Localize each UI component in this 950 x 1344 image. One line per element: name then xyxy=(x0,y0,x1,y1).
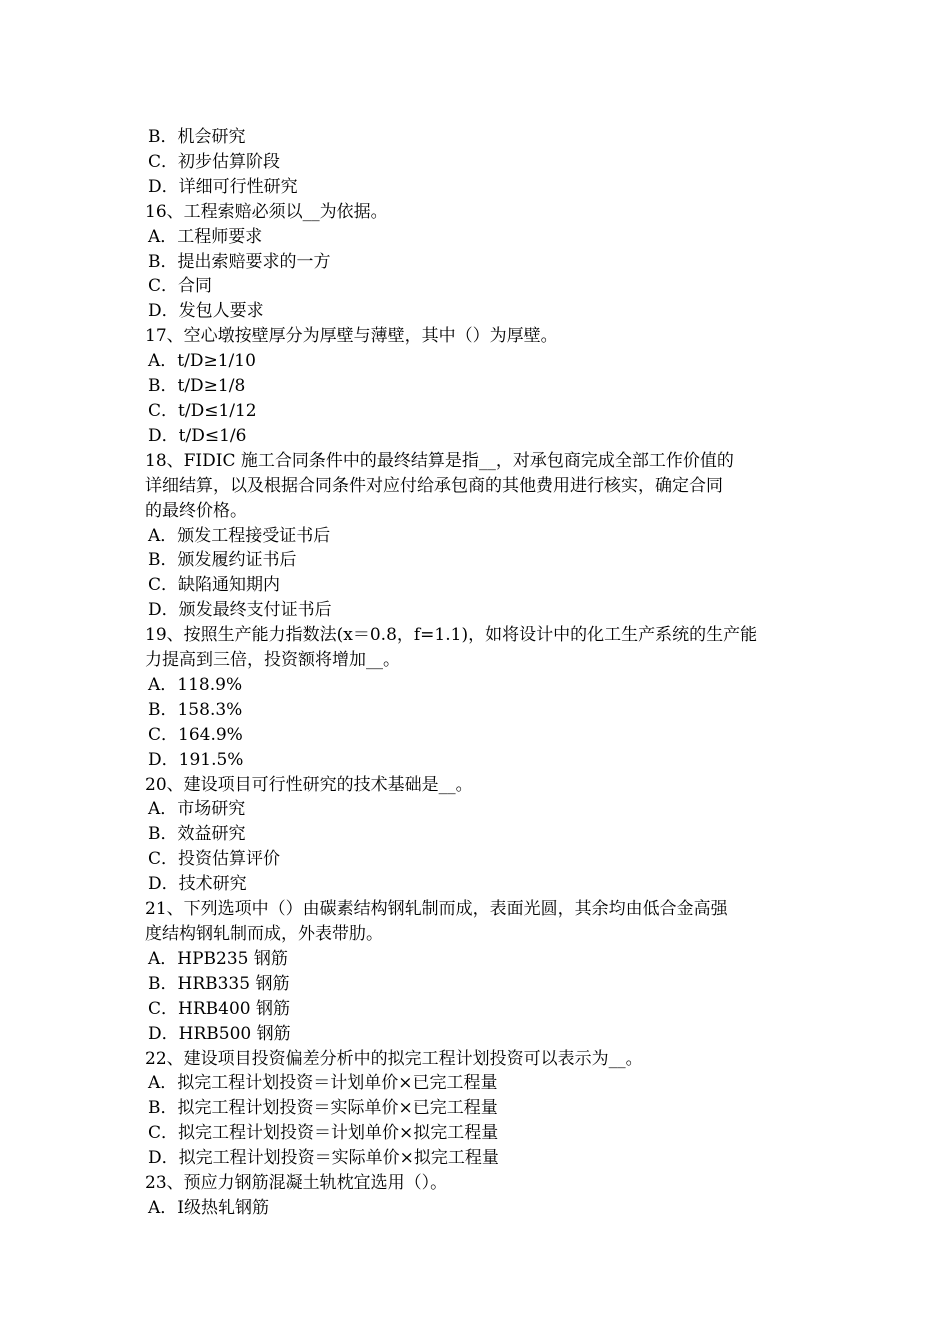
option-line: D．HRB500 钢筋 xyxy=(148,1023,291,1044)
option-line: C．拟完工程计划投资＝计划单价×拟完工程量 xyxy=(148,1123,499,1144)
option-line: C．HRB400 钢筋 xyxy=(148,998,290,1019)
option-line: B．HRB335 钢筋 xyxy=(148,973,290,994)
question-line: 18、FIDIC 施工合同条件中的最终结算是指__，对承包商完成全部工作价值的 xyxy=(145,450,734,471)
document-body xyxy=(145,125,813,1221)
option-line: B．t/D≥1/8 xyxy=(148,376,246,397)
question-line: 详细结算，以及根据合同条件对应付给承包商的其他费用进行核实，确定合同 xyxy=(145,475,723,496)
option-line: A．颁发工程接受证书后 xyxy=(148,525,331,546)
option-line: C．投资估算评价 xyxy=(148,849,281,870)
option-line: D．191.5% xyxy=(148,749,244,770)
option-line: A．t/D≥1/10 xyxy=(148,351,256,372)
option-line: C．初步估算阶段 xyxy=(148,151,281,172)
question-line: 力提高到三倍，投资额将增加__。 xyxy=(145,650,400,671)
question-line: 的最终价格。 xyxy=(145,500,247,521)
option-line: B．颁发履约证书后 xyxy=(148,550,297,571)
option-line: A．工程师要求 xyxy=(148,226,263,247)
option-line: D．颁发最终支付证书后 xyxy=(148,600,332,621)
question-line: 度结构钢轧制而成，外表带肋。 xyxy=(145,924,383,944)
option-line: B．提出索赔要求的一方 xyxy=(148,251,331,272)
option-line: D．发包人要求 xyxy=(148,301,264,322)
option-line: C．合同 xyxy=(148,276,213,297)
option-line: D．t/D≤1/6 xyxy=(148,425,247,446)
option-line: A．118.9% xyxy=(148,674,243,695)
option-line: C．缺陷通知期内 xyxy=(148,575,281,596)
option-line: A．Ⅰ级热轧钢筋 xyxy=(148,1197,269,1218)
option-line: C．164.9% xyxy=(148,724,243,745)
option-line: A．HPB235 钢筋 xyxy=(148,948,288,969)
question-line: 23、预应力钢筋混凝土轨枕宜选用（）。 xyxy=(145,1173,448,1194)
option-line: B．拟完工程计划投资＝实际单价×已完工程量 xyxy=(148,1098,498,1119)
option-line: A．市场研究 xyxy=(148,799,246,820)
option-line: A．拟完工程计划投资＝计划单价×已完工程量 xyxy=(148,1073,498,1094)
question-line: 20、建设项目可行性研究的技术基础是__。 xyxy=(145,774,473,795)
option-line: D．拟完工程计划投资＝实际单价×拟完工程量 xyxy=(148,1148,499,1169)
question-line: 17、空心墩按壁厚分为厚壁与薄壁，其中（）为厚壁。 xyxy=(145,326,558,347)
option-line: D．技术研究 xyxy=(148,874,247,895)
option-line: C．t/D≤1/12 xyxy=(148,400,257,421)
option-line: B．机会研究 xyxy=(148,127,246,147)
question-line: 19、按照生产能力指数法(x＝0.8，f=1.1)，如将设计中的化工生产系统的生产能 xyxy=(145,625,758,646)
question-line: 21、下列选项中（）由碳素结构钢轧制而成，表面光圆，其余均由低合金高强 xyxy=(145,899,728,920)
option-line: B．效益研究 xyxy=(148,824,246,845)
question-line: 16、工程索赔必须以__为依据。 xyxy=(145,201,388,222)
option-line: D．详细可行性研究 xyxy=(148,176,298,197)
option-line: B．158.3% xyxy=(148,699,243,720)
question-line: 22、建设项目投资偏差分析中的拟完工程计划投资可以表示为__。 xyxy=(145,1048,643,1069)
